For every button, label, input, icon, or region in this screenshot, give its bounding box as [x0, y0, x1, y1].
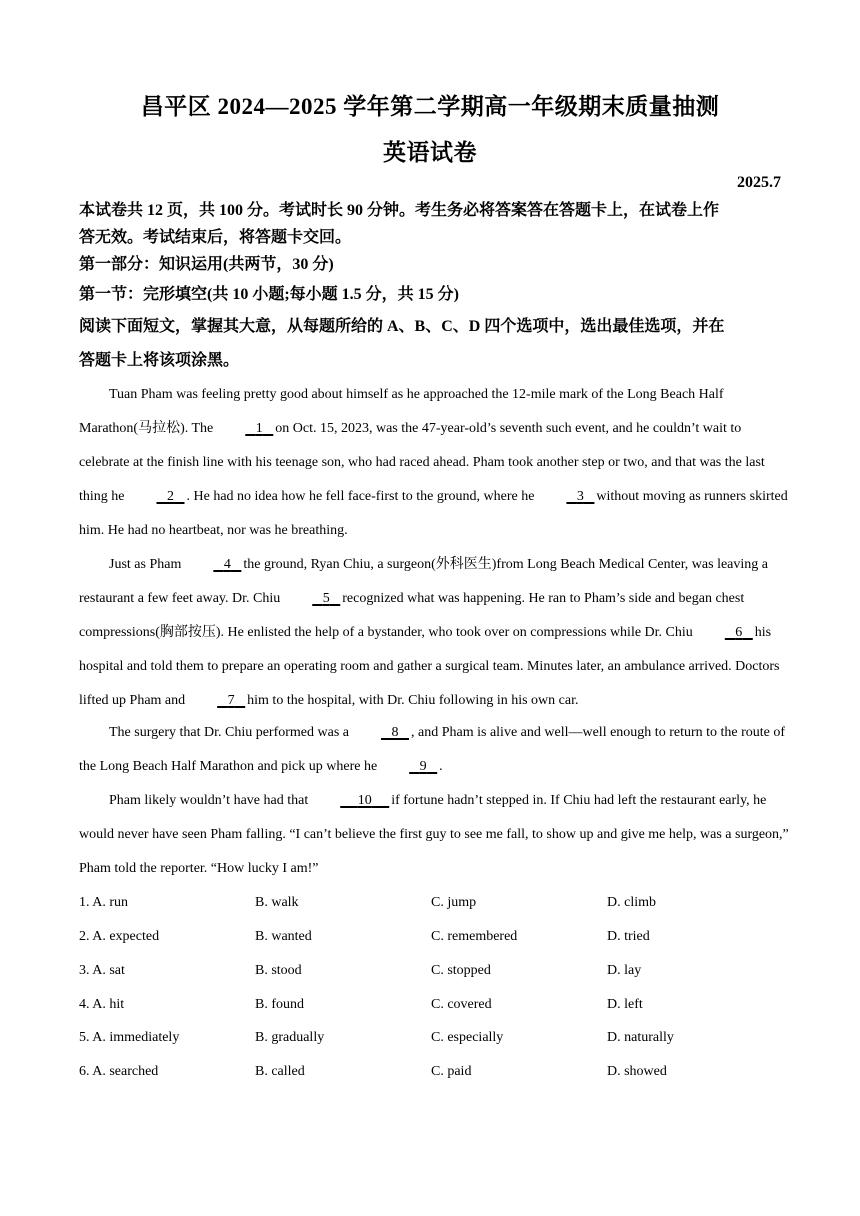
blank-2: 2 [167, 489, 174, 504]
option-a: 3. A. sat [79, 963, 125, 978]
passage-text: the ground, Ryan Chiu, a surgeon(外科医生)from Long Beach Medical Center, was leaving a restaurant a few feet away. Dr. Chiu [79, 557, 769, 606]
option-b: B. walk [255, 895, 299, 910]
passage-paragraph-3 [79, 716, 791, 784]
passage-text: . [439, 759, 443, 774]
option-row-4 [79, 988, 791, 1022]
option-c: C. paid [431, 1064, 472, 1079]
option-d: D. climb [607, 895, 656, 910]
passage-text: on Oct. 15, 2023, was the 47-year-old’s seventh such event, and he couldn’t wait to celebrate at the finish line with his teenage son, who had raced ahead. Pham took another step or two, and that was the last thing he [79, 421, 765, 504]
passage-text: his hospital and told them to prepare an operating room and gather a surgical team. Minutes later, an ambulance arrived. Doctors lifted up Pham and [79, 625, 780, 708]
passage-text: . He had no idea how he fell face-first to the ground, where he [186, 489, 535, 504]
option-row-5 [79, 1021, 791, 1055]
option-c: C. covered [431, 997, 492, 1012]
option-row-6 [79, 1055, 791, 1089]
option-a: 1. A. run [79, 895, 128, 910]
option-row-1 [79, 886, 791, 920]
option-a: 6. A. searched [79, 1064, 159, 1079]
passage-paragraph-1 [79, 378, 791, 548]
blank-4: 4 [223, 557, 231, 572]
option-d: D. showed [607, 1064, 667, 1079]
option-a: 4. A. hit [79, 997, 125, 1012]
passage-text: recognized what was happening. He ran to Pham’s side and began chest compressions(胸部按压). He enlisted the help of a bystander, who took over on compressions while Dr. Chiu [79, 591, 745, 640]
passage-paragraph-4 [79, 784, 791, 886]
blank-6: 6 [735, 625, 743, 640]
passage-text: if fortune hadn’t stepped in. If Chiu had left the restaurant early, he would never have seen Pham falling. “I can’t believe the first guy to see me fall, to show up and give me help, was a surgeon,” Pham told the reporter. “How lucky I am!” [79, 793, 789, 876]
passage-text: The surgery that Dr. Chiu performed was a [109, 725, 350, 740]
passage-paragraph-2 [79, 548, 791, 718]
blank-3: 3 [576, 489, 584, 504]
option-b: B. called [255, 1064, 305, 1079]
option-a: 5. A. immediately [79, 1030, 180, 1045]
directions-line-1: 阅读下面短文，掌握其大意，从每题所给的 A、B、C、D 四个选项中，选出最佳选项，并在 [79, 318, 725, 335]
blank-7: 7 [227, 693, 235, 708]
option-d: D. tried [607, 929, 650, 944]
instructions-line-2: 答无效。考试结束后，将答题卡交回。 [79, 229, 352, 246]
exam-date: 2025.7 [737, 174, 781, 191]
option-b: B. found [255, 997, 304, 1012]
blank-1: 1 [255, 421, 263, 436]
passage-text: him to the hospital, with Dr. Chiu following in his own car. [247, 693, 579, 708]
section-heading: 第一节：完形填空(共 10 小题;每小题 1.5 分，共 15 分) [79, 286, 459, 303]
blank-10: 10 [357, 793, 372, 808]
passage-text: Tuan Pham was feeling pretty good about himself as he approached the 12-mile mark of the Long Beach Half Marathon(马拉松). The [79, 387, 724, 436]
passage-text: Pham likely wouldn’t have had that [109, 793, 309, 808]
passage-text: , and Pham is alive and well—well enough to return to the route of the Long Beach Half Marathon and pick up where he [79, 725, 786, 774]
instructions-line-1: 本试卷共 12 页，共 100 分。考试时长 90 分钟。考生务必将答案答在答题卡上，在试卷上作 [79, 202, 720, 219]
option-b: B. stood [255, 963, 302, 978]
blank-8: 8 [391, 725, 399, 740]
exam-title: 昌平区 2024—2025 学年第二学期高一年级期末质量抽测 [140, 94, 720, 119]
option-c: C. jump [431, 895, 477, 910]
exam-subtitle: 英语试卷 [383, 140, 477, 165]
passage-text: Just as Pham [109, 557, 182, 572]
option-c: C. especially [431, 1030, 504, 1045]
directions-line-2: 答题卡上将该项涂黑。 [79, 352, 240, 369]
option-b: B. gradually [255, 1030, 325, 1045]
part-heading: 第一部分：知识运用(共两节，30 分) [79, 256, 334, 273]
option-c: C. stopped [431, 963, 491, 978]
option-b: B. wanted [255, 929, 312, 944]
option-row-2 [79, 920, 791, 954]
blank-5: 5 [322, 591, 330, 606]
passage-text: without moving as runners skirted him. He had no heartbeat, nor was he breathing. [79, 489, 788, 538]
option-d: D. naturally [607, 1030, 674, 1045]
option-row-3 [79, 954, 791, 988]
option-d: D. lay [607, 963, 642, 978]
blank-9: 9 [419, 759, 427, 774]
option-d: D. left [607, 997, 643, 1012]
option-c: C. remembered [431, 929, 518, 944]
option-a: 2. A. expected [79, 929, 160, 944]
